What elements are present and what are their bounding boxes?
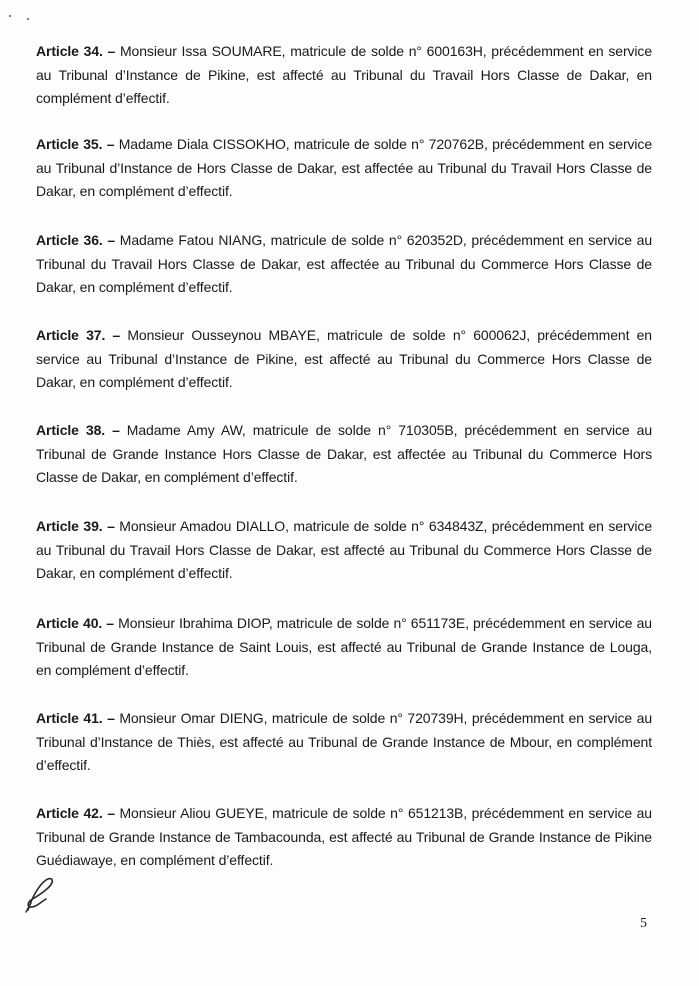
article-heading: Article 35. [36, 136, 103, 152]
article-dash: – [102, 615, 119, 631]
article-heading: Article 37. [36, 327, 106, 343]
article-text: Monsieur Ousseynou MBAYE, matricule de solde n° 600062J, précédemment en service au Tribunal d’Instance de Pikine, est affecté au Tribunal du Commerce Hors Classe de Dakar, en complément d’effectif. [36, 327, 652, 390]
article-dash: – [102, 805, 120, 821]
article-text: Madame Diala CISSOKHO, matricule de solde n° 720762B, précédemment en service au Tribunal d’Instance de Hors Classe de Dakar, est affectée au Tribunal du Travail Hors Classe de Dakar, en complément d’effectif. [36, 136, 653, 199]
article-heading: Article 39. [36, 518, 103, 534]
article-text: Monsieur Omar DIENG, matricule de solde n° 720739H, précédemment en service au Tribunal d’Instance de Thiès, est affecté au Tribunal de Grande Instance de Mbour, en complément d’effectif. [36, 710, 653, 773]
article-40 [36, 612, 652, 683]
page-number: 5 [640, 916, 647, 931]
article-heading: Article 40. [36, 615, 103, 631]
article-dash: – [105, 422, 127, 438]
article-42 [36, 802, 652, 873]
scan-speck [27, 18, 29, 20]
article-dash: – [105, 327, 128, 343]
article-dash: – [102, 43, 120, 59]
article-35 [36, 133, 652, 204]
article-text: Madame Amy AW, matricule de solde n° 710305B, précédemment en service au Tribunal de Grande Instance Hors Classe de Dakar, est affectée au Tribunal du Commerce Hors Classe de Dakar, en complément d’effectif. [36, 422, 653, 485]
article-36 [36, 229, 652, 300]
article-text: Monsieur Aliou GUEYE, matricule de solde n° 651213B, précédemment en service au Tribunal de Grande Instance de Tambacounda, est affecté au Tribunal de Grande Instance de Pikine Guédiawaye, en complément d’effectif. [36, 805, 652, 868]
article-heading: Article 38. [36, 422, 106, 438]
article-heading: Article 36. [36, 232, 103, 248]
scan-speck [9, 15, 11, 17]
article-dash: – [102, 710, 120, 726]
article-dash: – [102, 232, 120, 248]
article-39 [36, 515, 652, 586]
article-heading: Article 34. [36, 43, 103, 59]
article-text: Monsieur Issa SOUMARE, matricule de solde n° 600163H, précédemment en service au Tribunal d’Instance de Pikine, est affecté au Tribunal du Travail Hors Classe de Dakar, en complément d’effectif. [36, 43, 653, 106]
article-dash: – [102, 518, 120, 534]
article-text: Madame Fatou NIANG, matricule de solde n° 620352D, précédemment en service au Tribunal du Travail Hors Classe de Dakar, est affectée au Tribunal du Commerce Hors Classe de Dakar, en complément d’effectif. [36, 232, 653, 295]
article-text: Monsieur Ibrahima DIOP, matricule de solde n° 651173E, précédemment en service au Tribunal de Grande Instance de Saint Louis, est affecté au Tribunal de Grande Instance de Louga, en complément d’effectif. [36, 615, 652, 678]
article-heading: Article 42. [36, 805, 103, 821]
article-41 [36, 707, 652, 778]
article-34 [36, 40, 652, 111]
article-text: Monsieur Amadou DIALLO, matricule de solde n° 634843Z, précédemment en service au Tribunal du Travail Hors Classe de Dakar, est affecté au Tribunal du Commerce Hors Classe de Dakar, en complément d’effectif. [36, 518, 653, 581]
article-dash: – [102, 136, 119, 152]
article-heading: Article 41. [36, 710, 103, 726]
article-38 [36, 419, 652, 490]
handwritten-initial [22, 872, 58, 914]
article-37 [36, 324, 652, 395]
